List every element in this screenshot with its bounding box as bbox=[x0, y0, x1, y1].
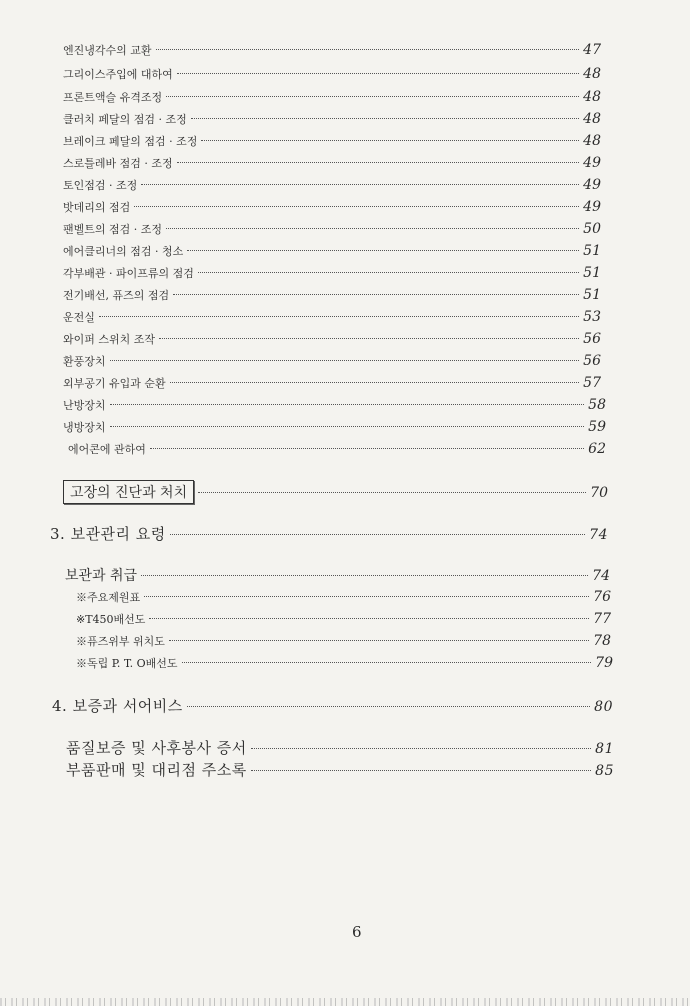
section-title: 3. 보관관리 요령 bbox=[50, 525, 166, 543]
toc-entry-label: 브레이크 페달의 점검 · 조정 bbox=[63, 135, 198, 148]
toc-entry-label: 외부공기 유입과 순환 bbox=[63, 377, 166, 390]
leader-dots bbox=[159, 338, 579, 339]
toc-entry bbox=[63, 221, 601, 237]
toc-entry bbox=[63, 89, 601, 105]
toc-entry bbox=[66, 759, 614, 780]
leader-dots bbox=[166, 96, 579, 97]
toc-entry-page: 48 bbox=[583, 133, 601, 149]
toc-sub-entry bbox=[76, 655, 613, 671]
toc-entry-page: 58 bbox=[588, 397, 606, 413]
toc-entry-page: 74 bbox=[589, 527, 608, 543]
toc-entry bbox=[63, 155, 601, 171]
toc-entry bbox=[63, 265, 601, 281]
leader-dots bbox=[150, 448, 584, 449]
toc-entry-page: 76 bbox=[593, 589, 611, 605]
toc-entry bbox=[63, 309, 601, 325]
toc-entry bbox=[66, 737, 614, 758]
toc-entry bbox=[63, 66, 601, 82]
toc-entry-label: ※퓨즈위부 위치도 bbox=[76, 635, 165, 648]
toc-entry-page: 70 bbox=[590, 485, 608, 501]
toc-entry-label: ※독립 P. T. O배선도 bbox=[76, 657, 178, 670]
toc-entry-label: 와이퍼 스위치 조작 bbox=[63, 333, 156, 346]
leader-dots bbox=[156, 49, 580, 50]
leader-dots bbox=[251, 748, 591, 749]
toc-entry-label: 보관과 취급 bbox=[65, 568, 138, 584]
toc-entry bbox=[65, 565, 610, 585]
page-number: 6 bbox=[352, 923, 362, 941]
toc-entry-label: 팬벨트의 점검 · 조정 bbox=[63, 223, 162, 236]
leader-dots bbox=[141, 184, 579, 185]
toc-entry-page: 74 bbox=[592, 568, 610, 584]
toc-entry bbox=[63, 177, 601, 193]
leader-dots bbox=[110, 426, 585, 427]
toc-entry-label: 냉방장치 bbox=[63, 421, 106, 434]
toc-entry-page: 50 bbox=[583, 221, 601, 237]
toc-entry-page: 59 bbox=[588, 419, 606, 435]
leader-dots bbox=[191, 118, 579, 119]
leader-dots bbox=[170, 382, 580, 383]
scan-edge-artifact bbox=[0, 998, 690, 1006]
toc-entry-page: 51 bbox=[583, 265, 601, 281]
toc-entry bbox=[63, 287, 601, 303]
toc-entry-label: 품질보증 및 사후봉사 증서 bbox=[66, 739, 247, 757]
toc-entry-page: 53 bbox=[583, 309, 601, 325]
toc-entry-label: ※T450배선도 bbox=[76, 613, 146, 626]
toc-entry-page: 49 bbox=[583, 177, 601, 193]
leader-dots bbox=[251, 770, 591, 771]
leader-dots bbox=[182, 662, 592, 663]
toc-entry-label: 클러치 페달의 점검 · 조정 bbox=[63, 113, 187, 126]
toc-entry-page: 80 bbox=[594, 699, 613, 715]
leader-dots bbox=[187, 706, 590, 707]
toc-entry bbox=[63, 397, 606, 413]
toc-entry-label: ※주요제원표 bbox=[76, 591, 141, 604]
leader-dots bbox=[169, 640, 589, 641]
toc-entry-page: 62 bbox=[588, 441, 606, 457]
toc-entry-label: 그리이스주입에 대하여 bbox=[63, 68, 173, 81]
section-title-boxed: 고장의 진단과 처치 bbox=[63, 480, 194, 504]
toc-entry bbox=[63, 375, 601, 391]
toc-entry bbox=[63, 42, 601, 58]
toc-entry-troubleshooting bbox=[63, 480, 608, 504]
leader-dots bbox=[149, 618, 589, 619]
toc-entry-label: 전기배선, 퓨즈의 점검 bbox=[63, 289, 170, 302]
leader-dots bbox=[177, 162, 580, 163]
toc-section-3 bbox=[50, 523, 608, 544]
toc-entry-page: 56 bbox=[583, 331, 601, 347]
toc-entry-label: 난방장치 bbox=[63, 399, 106, 412]
leader-dots bbox=[173, 294, 579, 295]
toc-entry-page: 81 bbox=[595, 741, 614, 757]
leader-dots bbox=[166, 228, 579, 229]
toc-entry-page: 48 bbox=[583, 111, 601, 127]
toc-entry-page: 79 bbox=[595, 655, 613, 671]
toc-entry-label: 에어콘에 관하여 bbox=[68, 443, 146, 456]
toc-entry-label: 엔진냉각수의 교환 bbox=[63, 44, 152, 57]
leader-dots bbox=[201, 140, 579, 141]
toc-entry-page: 49 bbox=[583, 199, 601, 215]
leader-dots bbox=[187, 250, 579, 251]
toc-entry-page: 56 bbox=[583, 353, 601, 369]
section-title: 4. 보증과 서어비스 bbox=[52, 697, 183, 715]
toc-entry bbox=[63, 353, 601, 369]
toc-entry-page: 48 bbox=[583, 89, 601, 105]
toc-entry-label: 밧데리의 점검 bbox=[63, 201, 131, 214]
toc-entry-label: 부품판매 및 대리점 주소록 bbox=[66, 761, 247, 779]
toc-entry-page: 77 bbox=[593, 611, 611, 627]
toc-entry-label: 각부배관 · 파이프류의 점검 bbox=[63, 267, 194, 280]
toc-entry bbox=[63, 111, 601, 127]
toc-sub-entry bbox=[76, 589, 611, 605]
toc-section-4 bbox=[52, 695, 613, 716]
toc-entry-page: 51 bbox=[583, 243, 601, 259]
toc-entry-page: 51 bbox=[583, 287, 601, 303]
leader-dots bbox=[99, 316, 579, 317]
toc-entry-page: 85 bbox=[595, 763, 614, 779]
toc-entry-label: 스로틀레바 점검 · 조정 bbox=[63, 157, 173, 170]
toc-entry bbox=[63, 243, 601, 259]
leader-dots bbox=[110, 360, 580, 361]
leader-dots bbox=[110, 404, 585, 405]
leader-dots bbox=[141, 575, 588, 576]
toc-entry-page: 57 bbox=[583, 375, 601, 391]
toc-entry-page: 47 bbox=[583, 42, 601, 58]
toc-entry-label: 프론트액슬 유격조정 bbox=[63, 91, 163, 104]
toc-entry bbox=[63, 419, 606, 435]
toc-entry-page: 78 bbox=[593, 633, 611, 649]
toc-entry bbox=[63, 133, 601, 149]
toc-entry-label: 환풍장치 bbox=[63, 355, 106, 368]
toc-entry bbox=[63, 199, 601, 215]
leader-dots bbox=[134, 206, 579, 207]
toc-entry-page: 49 bbox=[583, 155, 601, 171]
toc-entry-page: 48 bbox=[583, 66, 601, 82]
toc-entry-label: 운전실 bbox=[63, 311, 95, 324]
toc-sub-entry bbox=[76, 633, 611, 649]
leader-dots bbox=[144, 596, 589, 597]
toc-entry bbox=[68, 441, 606, 457]
leader-dots bbox=[198, 272, 579, 273]
leader-dots bbox=[170, 534, 585, 535]
leader-dots bbox=[177, 73, 579, 74]
toc-entry-label: 토인점검 · 조정 bbox=[63, 179, 138, 192]
toc-entry bbox=[63, 331, 601, 347]
toc-sub-entry bbox=[76, 611, 611, 627]
toc-entry-label: 에어클리너의 점검 · 청소 bbox=[63, 245, 184, 258]
leader-dots bbox=[198, 492, 586, 493]
